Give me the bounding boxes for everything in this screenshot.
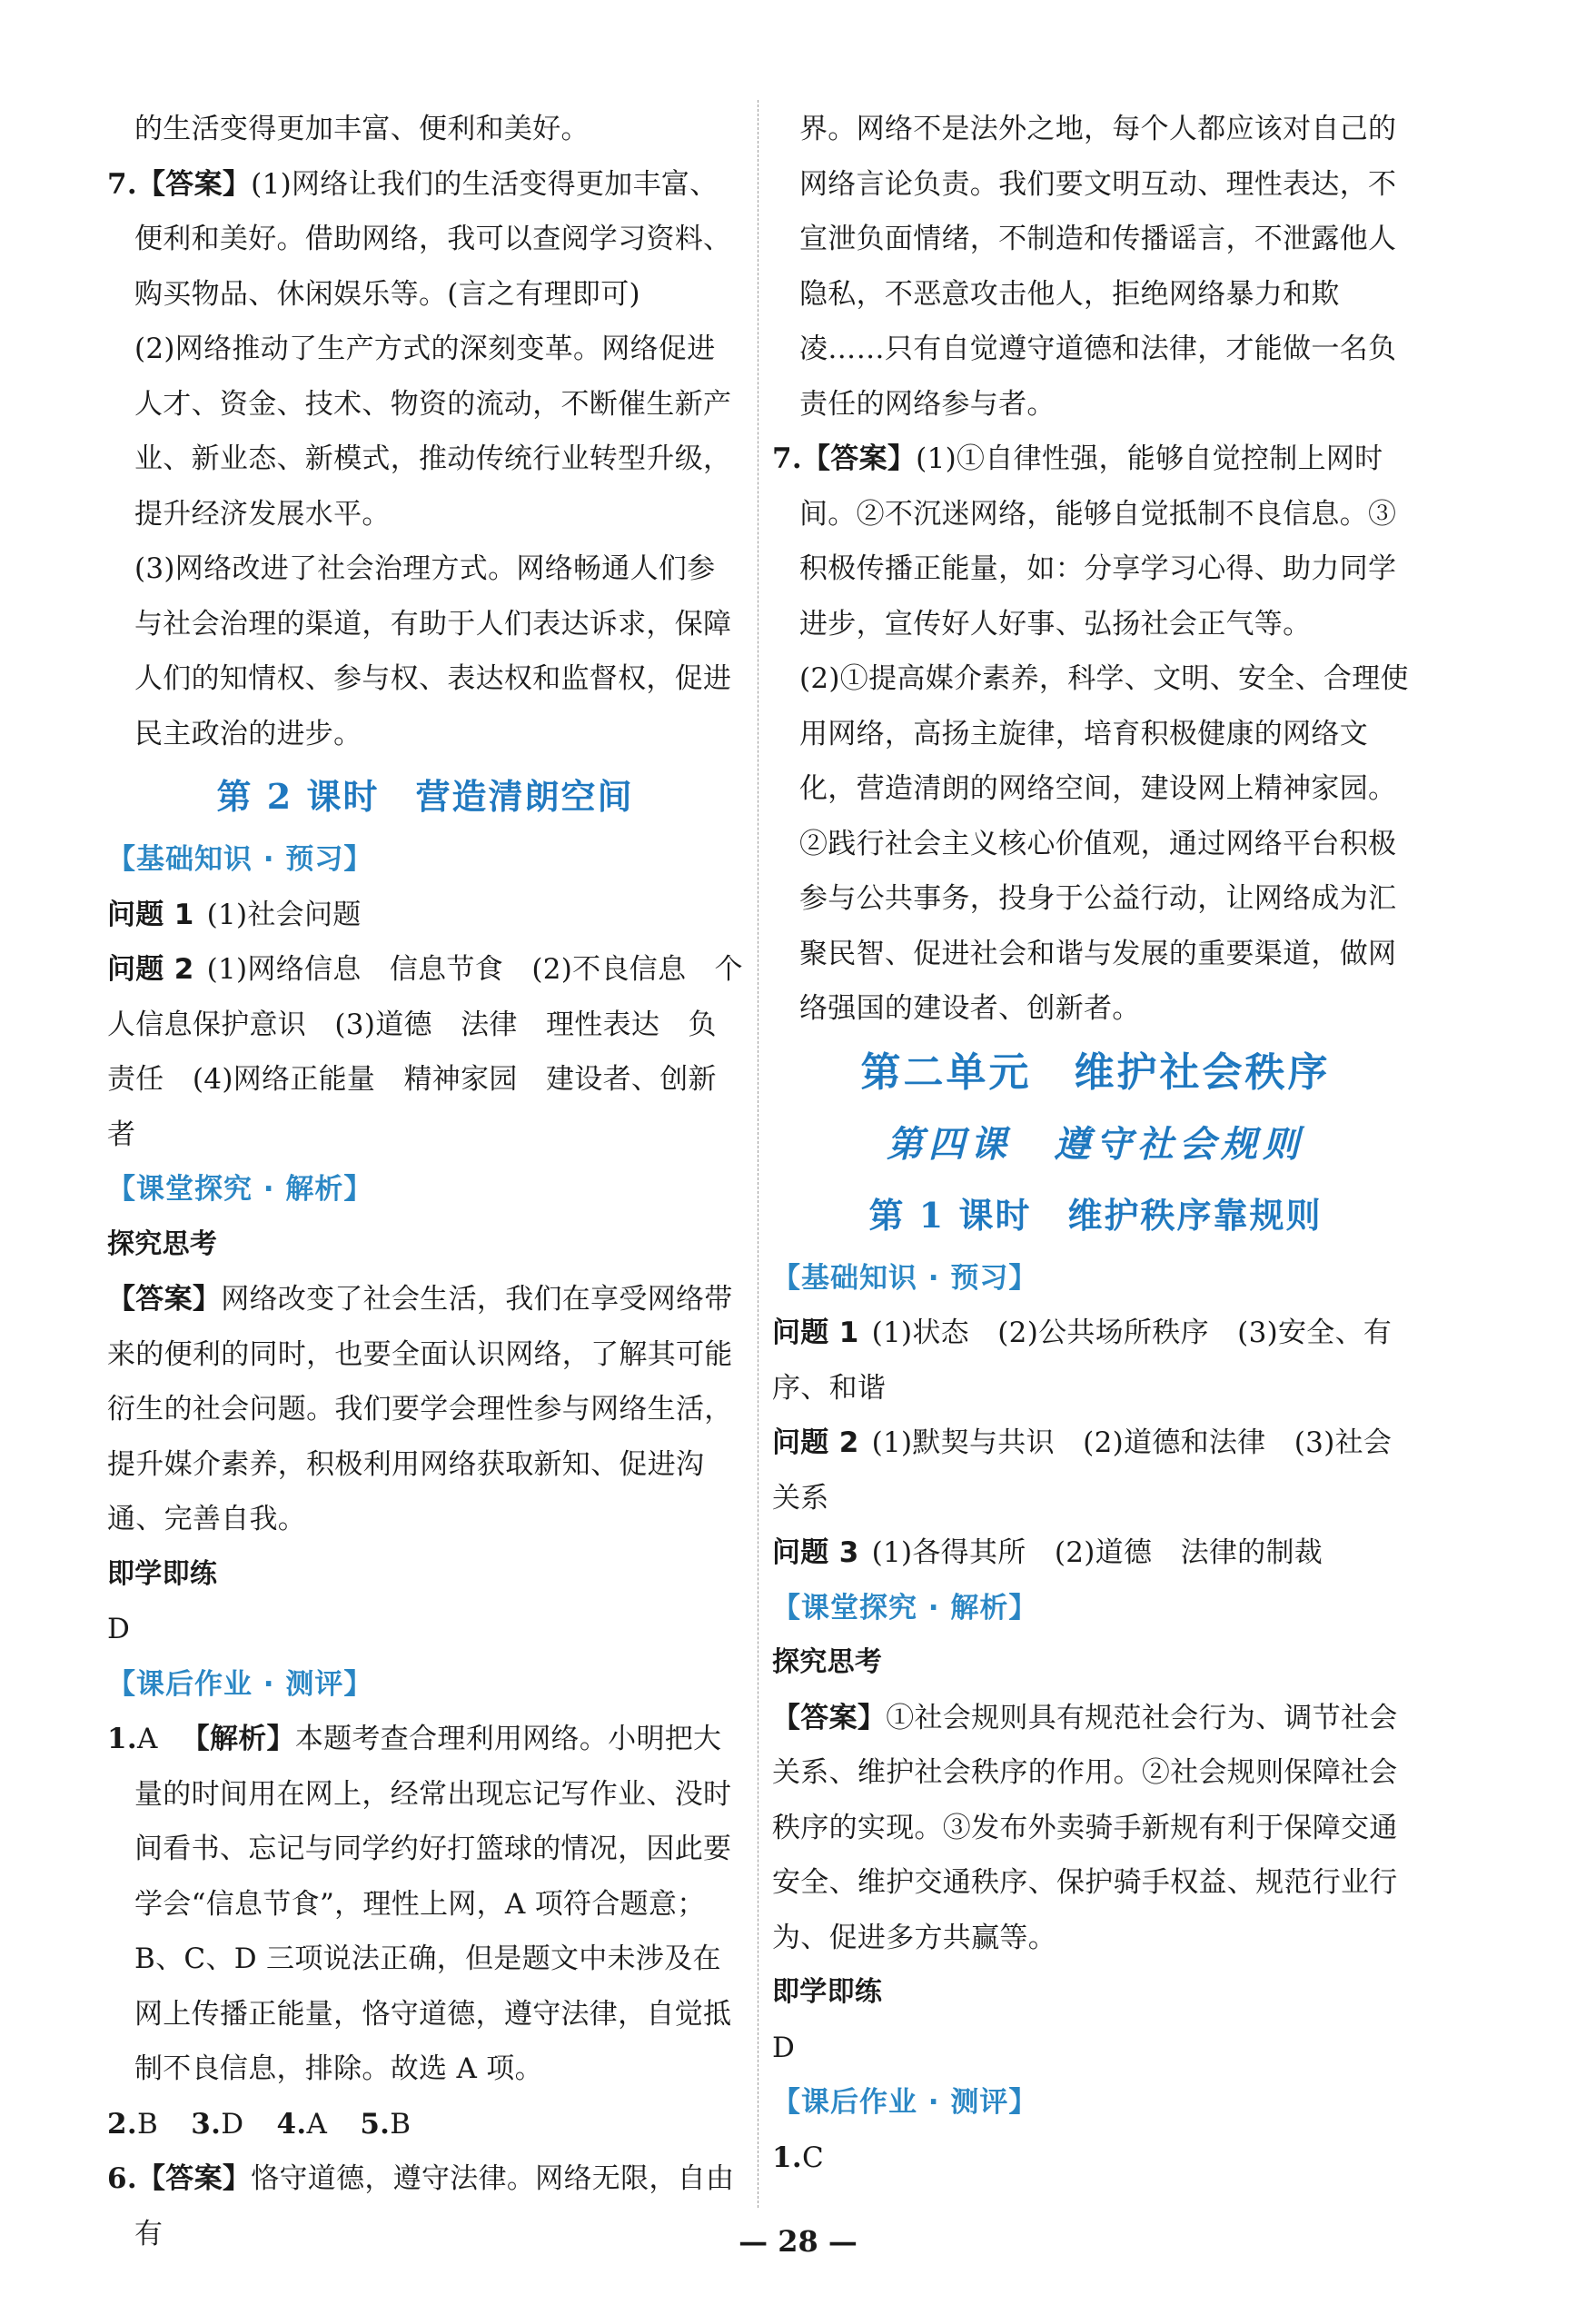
question-2	[772, 1416, 1419, 1525]
homework-6-text: 恪守道德，遵守法律。网络无限，自由有	[134, 2162, 735, 2250]
answer-tag: 【答案】	[107, 1283, 222, 1316]
answer-7-p2: (2)网络推动了生产方式的深刻变革。网络促进人才、资金、技术、物资的流动，不断催生新产业、新业态、新模式，推动传统行业转型升级，提升经济发展水平。	[134, 333, 732, 531]
answer-7-p1: (1)网络让我们的生活变得更加丰富、便利和美好。借助网络，我可以查阅学习资料、购买物品、休闲娱乐等。(言之有理即可)	[134, 167, 732, 311]
analysis-tag: 【解析】	[181, 1723, 295, 1755]
question-label: 问题 1	[107, 898, 194, 931]
answer: B	[136, 2107, 159, 2141]
answer-7	[772, 432, 1419, 651]
homework-2-5	[107, 2097, 743, 2152]
section-preview: 【基础知识 · 预习】	[107, 843, 373, 876]
section-homework: 【课后作业 · 测评】	[107, 1667, 373, 1701]
section-explore: 【课堂探究 · 解析】	[772, 1591, 1038, 1624]
question-label: 问题 1	[772, 1316, 859, 1349]
question-number: 1.	[107, 1723, 137, 1755]
homework-1	[772, 2131, 1419, 2186]
question-text: (1)网络信息 信息节食 (2)不良信息 个人信息保护意识 (3)道德 法律 理性表达 负责任 (4)网络正能量 精神家园 建设者、创新者	[107, 953, 743, 1151]
answer-7-line1	[107, 157, 743, 323]
homework-6-continued: 界。网络不是法外之地，每个人都应该对自己的网络言论负责。我们要文明互动、理性表达，不宣泄负面情绪，不制造和传播谣言，不泄露他人隐私，不恶意攻击他人，拒绝网络暴力和欺凌……只有自觉遵守道德和法律，才能做一名负责任的网络参与者。	[799, 113, 1397, 421]
homework-1	[107, 1712, 743, 2097]
homework-1-analysis: 本题考查合理利用网络。小明把大量的时间用在网上，经常出现忘记写作业、没时间看书、忘记与同学约好打篮球的情况，因此要学会“信息节食”，理性上网，A 项符合题意；B、C、D 三项说法正确，但是题文中未涉及在网上传播正能量，恪守道德，遵守法律，自觉抵制不良信息，排除。故选 A 项。	[134, 1723, 732, 2085]
section-preview: 【基础知识 · 预习】	[772, 1261, 1038, 1295]
question-text: (1)社会问题	[206, 898, 362, 931]
right-column	[772, 102, 1419, 2185]
answer-7-p2: (2)①提高媒介素养，科学、文明、安全、合理使用网络，高扬主旋律，培育积极健康的网络文化，营造清朗的网络空间，建设网上精神家园。②践行社会主义核心价值观，通过网络平台积极参与公共事务，投身于公益行动，让网络成为汇聚民智、促进社会和谐与发展的重要渠道，做网络强国的建设者、创新者。	[799, 662, 1409, 1025]
homework-1-answer: A	[136, 1723, 158, 1755]
answer-tag: 【答案】	[136, 167, 252, 201]
question-number: 4.	[276, 2107, 307, 2141]
intro-line: 的生活变得更加丰富、便利和美好。	[134, 113, 590, 145]
question-3	[772, 1525, 1419, 1581]
answer-tag: 【答案】	[772, 1701, 887, 1734]
question-number: 7.	[107, 167, 137, 201]
answer-7-p3: (3)网络改进了社会治理方式。网络畅通人们参与社会治理的渠道，有助于人们表达诉求，保障人们的知情权、参与权、表达权和监督权，促进民主政治的进步。	[134, 552, 732, 750]
question-number: 5.	[360, 2107, 391, 2141]
explore-text: ①社会规则具有规范社会行为、调节社会关系、维护社会秩序的作用。②社会规则保障社会秩序的实现。③发布外卖骑手新规有利于保障交通安全、维护交通秩序、保护骑手权益、规范行业行为、促进多方共赢等。	[772, 1701, 1398, 1954]
answer: A	[306, 2107, 328, 2141]
explore-heading: 探究思考	[107, 1227, 218, 1260]
practice-heading: 即学即练	[772, 1976, 883, 2008]
question-number: 2.	[107, 2107, 137, 2141]
question-label: 问题 2	[772, 1426, 859, 1459]
practice-answer: D	[772, 2031, 796, 2064]
question-1	[772, 1306, 1419, 1416]
question-number: 3.	[191, 2107, 222, 2141]
question-label: 问题 3	[772, 1536, 859, 1569]
answer: D	[221, 2107, 244, 2141]
question-number: 1.	[772, 2141, 802, 2174]
question-2	[107, 942, 743, 1162]
question-label: 问题 2	[107, 953, 194, 986]
explore-heading: 探究思考	[772, 1646, 883, 1678]
section-explore: 【课堂探究 · 解析】	[107, 1173, 373, 1206]
answer-tag: 【答案】	[136, 2162, 252, 2195]
lesson-title: 第 1 课时 维护秩序靠规则	[868, 1194, 1323, 1236]
answer-tag: 【答案】	[801, 442, 917, 475]
question-text: (1)默契与共识 (2)道德和法律 (3)社会关系	[772, 1426, 1393, 1515]
question-number: 7.	[772, 442, 802, 475]
question-1	[107, 888, 743, 943]
question-number: 6.	[107, 2162, 137, 2195]
unit-title: 第二单元 维护社会秩序	[860, 1048, 1331, 1096]
section-homework: 【课后作业 · 测评】	[772, 2086, 1038, 2119]
question-text: (1)各得其所 (2)道德 法律的制裁	[871, 1536, 1323, 1569]
lesson-title: 第 2 课时 营造清朗空间	[216, 776, 634, 817]
answer: B	[390, 2107, 411, 2141]
homework-1-answer: C	[801, 2141, 824, 2174]
explore-answer	[772, 1691, 1419, 1966]
lesson-chapter-title: 第四课 遵守社会规则	[887, 1122, 1304, 1166]
explore-text: 网络改变了社会生活，我们在享受网络带来的便利的同时，也要全面认识网络，了解其可能衍生的社会问题。我们要学会理性参与网络生活，提升媒介素养，积极利用网络获取新知、促进沟通、完善自我。	[107, 1283, 733, 1535]
answer-7-p1: (1)①自律性强，能够自觉控制上网时间。②不沉迷网络，能够自觉抵制不良信息。③积极传播正能量，如：分享学习心得、助力同学进步，宣传好人好事、弘扬社会正气等。	[799, 442, 1397, 641]
left-column	[107, 102, 743, 2261]
page-number: — 28 —	[739, 2224, 857, 2259]
practice-answer: D	[107, 1613, 131, 1645]
explore-answer	[107, 1272, 743, 1547]
question-text: (1)状态 (2)公共场所秩序 (3)安全、有序、和谐	[772, 1316, 1393, 1405]
practice-heading: 即学即练	[107, 1557, 218, 1590]
